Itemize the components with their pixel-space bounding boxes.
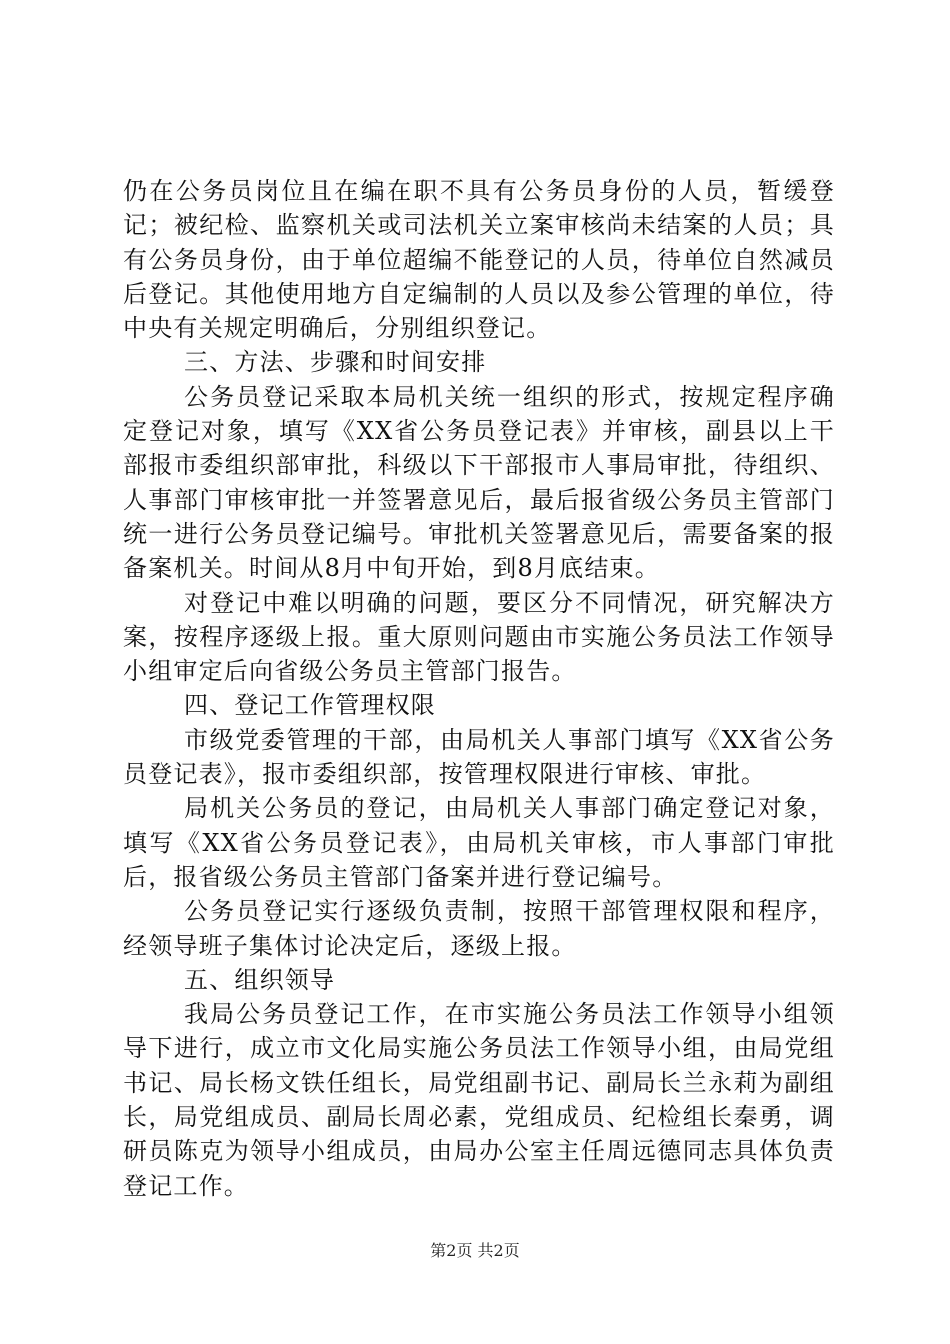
page-number-label: 第2页 共2页 <box>430 1241 520 1260</box>
paragraph-leadership: 我局公务员登记工作，在市实施公务员法工作领导小组领导下进行，成立市文化局实施公务员法工作领导小组，由局党组书记、局长杨文铁任组长，局党组副书记、副局长兰永莉为副组长，局党组成员、副局长周必素，党组成员、纪检组长秦勇，调研员陈克为领导小组成员，由局办公室主任周远德同志具体负责登记工作。 <box>123 1000 835 1200</box>
section-heading-4: 四、登记工作管理权限 <box>184 691 436 720</box>
section-heading-5: 五、组织领导 <box>184 965 336 994</box>
paragraph-continuation: 仍在公务员岗位且在编在职不具有公务员身份的人员，暂缓登记；被纪检、监察机关或司法机关立案审核尚未结案的人员；具有公务员身份，由于单位超编不能登记的人员，待单位自然减员后登记。其他使用地方自定编制的人员以及参公管理的单位，待中央有关规定明确后，分别组织登记。 <box>123 177 835 343</box>
paragraph-responsibility: 公务员登记实行逐级负责制，按照干部管理权限和程序，经领导班子集体讨论决定后，逐级上报。 <box>123 897 835 960</box>
paragraph-method: 公务员登记采取本局机关统一组织的形式，按规定程序确定登记对象，填写《XX省公务员登记表》并审核，副县以上干部报市委组织部审批，科级以下干部报市人事局审批，待组织、人事部门审核审批一并签署意见后，最后报省级公务员主管部门统一进行公务员登记编号。审批机关签署意见后，需要备案的报备案机关。时间从8月中旬开始，到8月底结束。 <box>123 382 835 583</box>
document-body <box>123 174 835 1203</box>
paragraph-bureau-staff: 局机关公务员的登记，由局机关人事部门确定登记对象，填写《XX省公务员登记表》，由局机关审核，市人事部门审批后，报省级公务员主管部门备案并进行登记编号。 <box>123 794 835 891</box>
section-heading-3: 三、方法、步骤和时间安排 <box>184 348 487 377</box>
page-footer <box>0 1240 950 1262</box>
paragraph-issues: 对登记中难以明确的问题，要区分不同情况，研究解决方案，按程序逐级上报。重大原则问题由市实施公务员法工作领导小组审定后向省级公务员主管部门报告。 <box>123 588 835 686</box>
paragraph-city-cadres: 市级党委管理的干部，由局机关人事部门填写《XX省公务员登记表》，报市委组织部，按管理权限进行审核、审批。 <box>123 725 835 789</box>
